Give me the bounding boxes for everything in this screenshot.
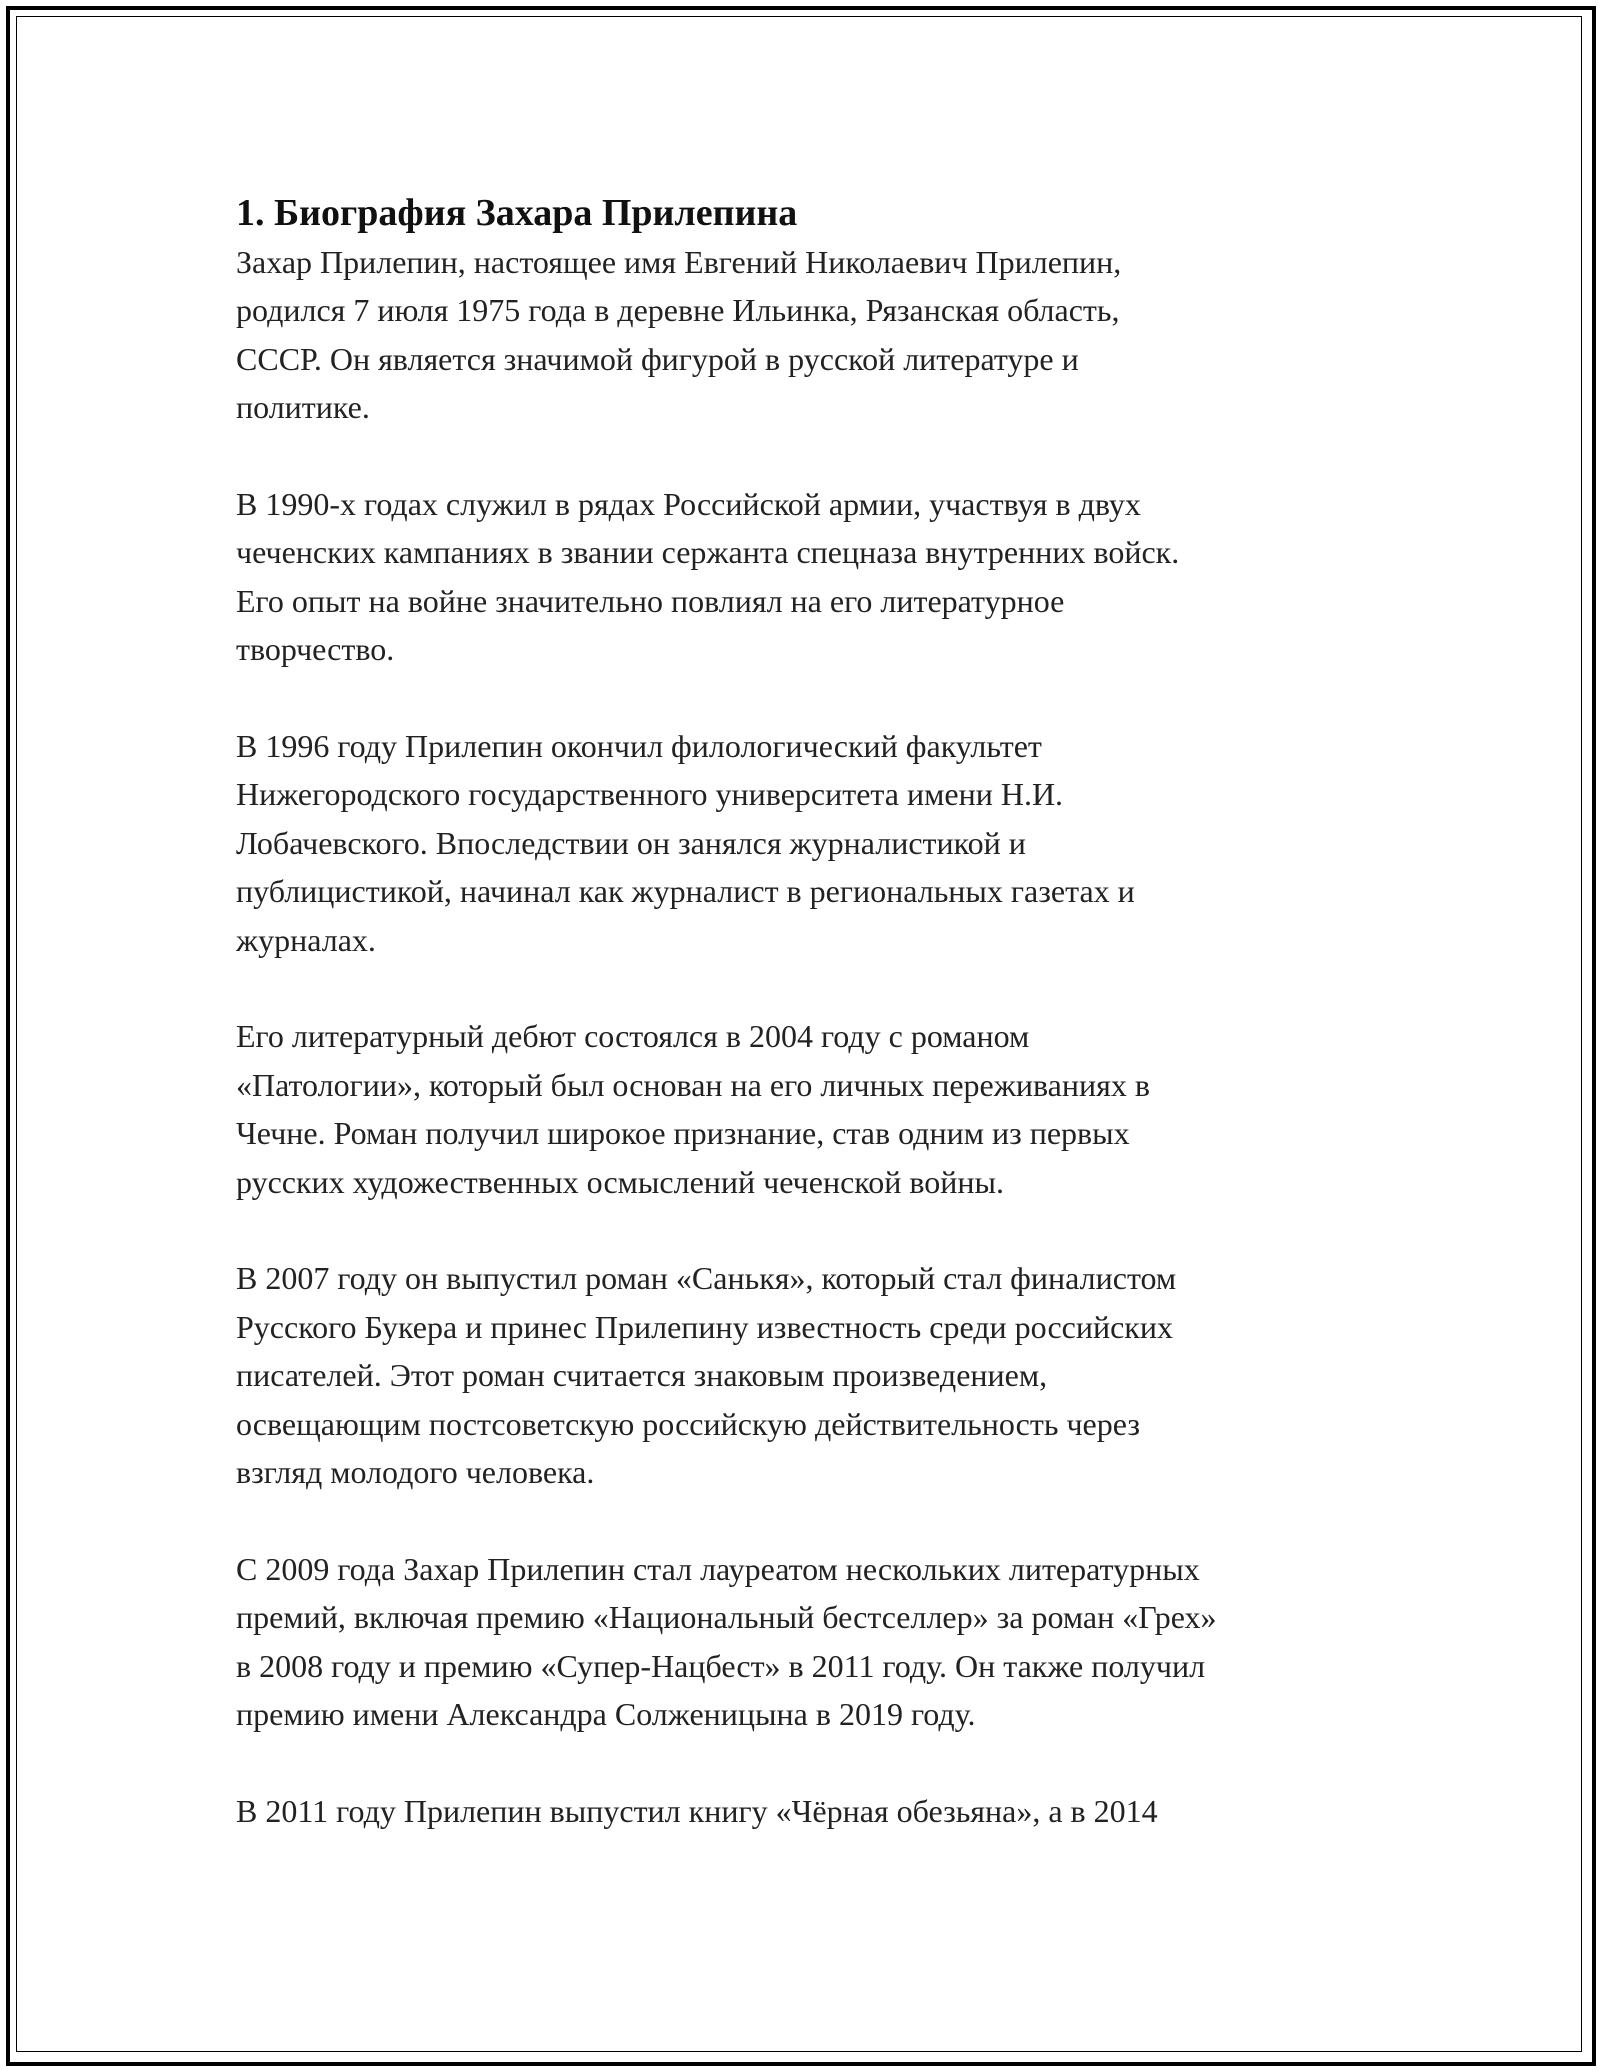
- text-line: Его литературный дебют состоялся в 2004 году с романом: [236, 1018, 1030, 1055]
- text-line: творчество.: [236, 631, 395, 668]
- text-line: В 2011 году Прилепин выпустил книгу «Чёрная обезьяна», а в 2014: [236, 1792, 1158, 1829]
- paragraph: [236, 1254, 1376, 1496]
- text-line: Лобачевского. Впоследствии он занялся журналистикой и: [236, 824, 1026, 861]
- text-line: родился 7 июля 1975 года в деревне Ильинка, Рязанская область,: [236, 292, 1120, 329]
- paragraph: [236, 480, 1376, 674]
- text-line: писателей. Этот роман считается знаковым произведением,: [236, 1357, 1048, 1394]
- text-line: в 2008 году и премию «Супер-Нацбест» в 2011 году. Он также получил: [236, 1647, 1206, 1684]
- document-body: [236, 188, 1376, 1835]
- text-line: В 2007 году он выпустил роман «Санькя», который стал финалистом: [236, 1260, 1177, 1297]
- text-line: СССР. Он является значимой фигурой в русской литературе и: [236, 340, 1079, 377]
- paragraph: [236, 1012, 1376, 1206]
- text-line: Его опыт на войне значительно повлиял на его литературное: [236, 582, 1065, 619]
- paragraph: [236, 1545, 1376, 1739]
- paragraph: [236, 1787, 1376, 1835]
- text-line: В 1990-х годах служил в рядах Российской армии, участвуя в двух: [236, 486, 1141, 523]
- text-line: С 2009 года Захар Прилепин стал лауреатом нескольких литературных: [236, 1550, 1200, 1587]
- paragraph: [236, 722, 1376, 964]
- text-line: Захар Прилепин, настоящее имя Евгений Николаевич Прилепин,: [236, 244, 1122, 280]
- text-line: премий, включая премию «Национальный бестселлер» за роман «Грех»: [236, 1599, 1217, 1636]
- text-line: В 1996 году Прилепин окончил филологический факультет: [236, 728, 1042, 765]
- text-line: журналах.: [236, 921, 376, 958]
- text-line: русских художественных осмыслений чеченской войны.: [236, 1163, 1004, 1200]
- text-line: премию имени Александра Солженицына в 2019 году.: [236, 1696, 976, 1733]
- text-line: политике.: [236, 389, 370, 426]
- text-line: Русского Букера и принес Прилепину известность среди российских: [236, 1308, 1173, 1345]
- text-line: освещающим постсоветскую российскую действительность через: [236, 1405, 1140, 1442]
- text-line: взгляд молодого человека.: [236, 1454, 595, 1491]
- text-line: «Патологии», который был основан на его личных переживаниях в: [236, 1066, 1150, 1103]
- text-line: публицистикой, начинал как журналист в региональных газетах и: [236, 873, 1135, 910]
- paragraph: [236, 238, 1376, 432]
- text-line: Чечне. Роман получил широкое признание, став одним из первых: [236, 1115, 1130, 1152]
- section-heading: 1. Биография Захара Прилепина: [236, 192, 798, 234]
- paragraph-list: [236, 238, 1376, 1835]
- text-line: Нижегородского государственного университета имени Н.И.: [236, 776, 1064, 813]
- text-line: чеченских кампаниях в звании сержанта спецназа внутренних войск.: [236, 534, 1180, 571]
